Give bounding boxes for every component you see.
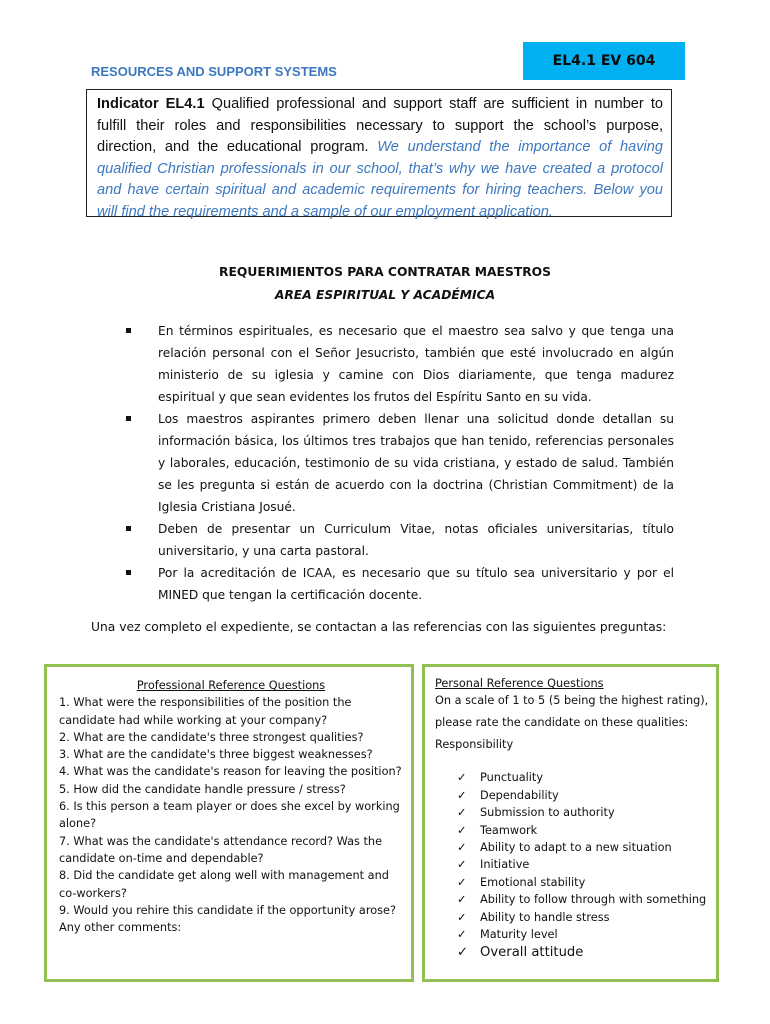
checkmark-icon: ✓ (457, 806, 467, 820)
requirement-text: Los maestros aspirantes primero deben llenar una solicitud donde detallan su información básica, los últimos tres trabajos que han tenido, referencias personales y laborales, educación, testimonio de su vida cristiana, y estado de salud. También se les pregunta si están de acuerdo con la doctrina (Christian Commitment) de la Iglesia Cristiana Josué. (158, 412, 674, 514)
quality-item (457, 943, 710, 963)
document-code-badge: EL4.1 EV 604 (523, 42, 685, 80)
quality-label: Ability to handle stress (480, 910, 610, 924)
quality-label: Dependability (480, 788, 559, 802)
square-bullet-icon (126, 328, 131, 333)
quality-item (457, 926, 710, 943)
quality-item (457, 804, 710, 821)
checkmark-icon: ✓ (457, 945, 469, 961)
checkmark-icon: ✓ (457, 841, 467, 855)
question-item: 6. Is this person a team player or does she excel by working alone? (59, 800, 400, 831)
requirements-list (126, 320, 674, 606)
checkmark-icon: ✓ (457, 910, 467, 924)
question-item: 3. What are the candidate's three biggest weaknesses? (59, 748, 373, 762)
personal-reference-intro: On a scale of 1 to 5 (5 being the highest rating), please rate the candidate on these qualities: (435, 694, 709, 729)
question-item: 7. What was the candidate's attendance record? Was the candidate on-time and dependable? (59, 834, 383, 865)
square-bullet-icon (126, 570, 131, 575)
quality-label: Initiative (480, 858, 530, 872)
indicator-box (86, 89, 672, 220)
requirement-text: Por la acreditación de ICAA, es necesario que su título sea universitario y por el MINED que tengan la certificación docente. (158, 566, 674, 602)
checkmark-icon: ✓ (457, 771, 467, 785)
personal-reference-title: Personal Reference Questions (435, 677, 604, 690)
requirements-heading: REQUERIMIENTOS PARA CONTRATAR MAESTROS (219, 265, 551, 279)
quality-item (457, 822, 710, 839)
quality-label: Punctuality (480, 771, 544, 785)
quality-label: Overall attitude (480, 945, 584, 961)
quality-label: Maturity level (480, 928, 558, 942)
quality-item (457, 891, 710, 908)
quality-item (457, 874, 710, 891)
checkmark-icon: ✓ (457, 928, 467, 942)
personal-reference-box (422, 664, 719, 982)
section-title: RESOURCES AND SUPPORT SYSTEMS (91, 64, 337, 79)
quality-item (457, 787, 710, 804)
indicator-label: Indicator EL4.1 (97, 96, 205, 112)
quality-item (457, 856, 710, 873)
professional-reference-box (44, 664, 414, 982)
requirement-item (126, 562, 674, 606)
square-bullet-icon (126, 526, 131, 531)
quality-item (457, 909, 710, 926)
requirement-item (126, 408, 674, 518)
question-item: 9. Would you rehire this candidate if the opportunity arose? (59, 903, 396, 917)
checkmark-icon: ✓ (457, 788, 467, 802)
references-intro: Una vez completo el expediente, se contactan a las referencias con las siguientes preguntas: (91, 620, 667, 634)
checkmark-icon: ✓ (457, 858, 467, 872)
requirement-text: Deben de presentar un Curriculum Vitae, notas oficiales universitarias, título universitario, y una carta pastoral. (158, 522, 674, 558)
quality-item (457, 769, 710, 786)
question-item: 5. How did the candidate handle pressure / stress? (59, 782, 346, 796)
checkmark-icon: ✓ (457, 875, 467, 889)
quality-item (457, 839, 710, 856)
area-subheading: AREA ESPIRITUAL Y ACADÉMICA (274, 288, 496, 302)
quality-label: Ability to follow through with something (480, 893, 707, 907)
professional-reference-title: Professional Reference Questions (136, 679, 326, 692)
quality-label: Submission to authority (480, 806, 615, 820)
indicator-italic-text: We understand the importance of having qualified Christian professionals in our school, that’s why we have created a protocol and have certain spiritual and academic requirements for hiring teachers. Below you will find the requirements and a sample of our employment application. (97, 139, 663, 220)
first-quality: Responsibility (435, 737, 514, 751)
requirement-item (126, 518, 674, 562)
qualities-list (435, 769, 710, 963)
quality-label: Emotional stability (480, 875, 586, 889)
question-item: 2. What are the candidate's three strongest qualities? (59, 730, 364, 744)
requirement-item (126, 320, 674, 408)
checkmark-icon: ✓ (457, 893, 467, 907)
quality-label: Ability to adapt to a new situation (480, 841, 672, 855)
question-item: 8. Did the candidate get along well with management and co-workers? (59, 869, 389, 900)
quality-label: Teamwork (480, 823, 538, 837)
requirement-text: En términos espirituales, es necesario que el maestro sea salvo y que tenga una relación personal con el Señor Jesucristo, también que esté involucrado en algún ministerio de su iglesia y camine con Dios diariamente, que tenga madurez espiritual y que sean evidentes los frutos del Espíritu Santo en su vida. (158, 324, 674, 404)
question-item: Any other comments: (59, 921, 182, 935)
question-item: 1. What were the responsibilities of the position the candidate had while working at your company? (59, 696, 352, 727)
question-item: 4. What was the candidate's reason for leaving the position? (59, 765, 402, 779)
indicator-text: Qualified professional and support staff are sufficient in number to fulfill their roles and responsibilities necessary to support the school’s purpose, direction, and the educational program. (97, 96, 663, 155)
checkmark-icon: ✓ (457, 823, 467, 837)
square-bullet-icon (126, 416, 131, 421)
